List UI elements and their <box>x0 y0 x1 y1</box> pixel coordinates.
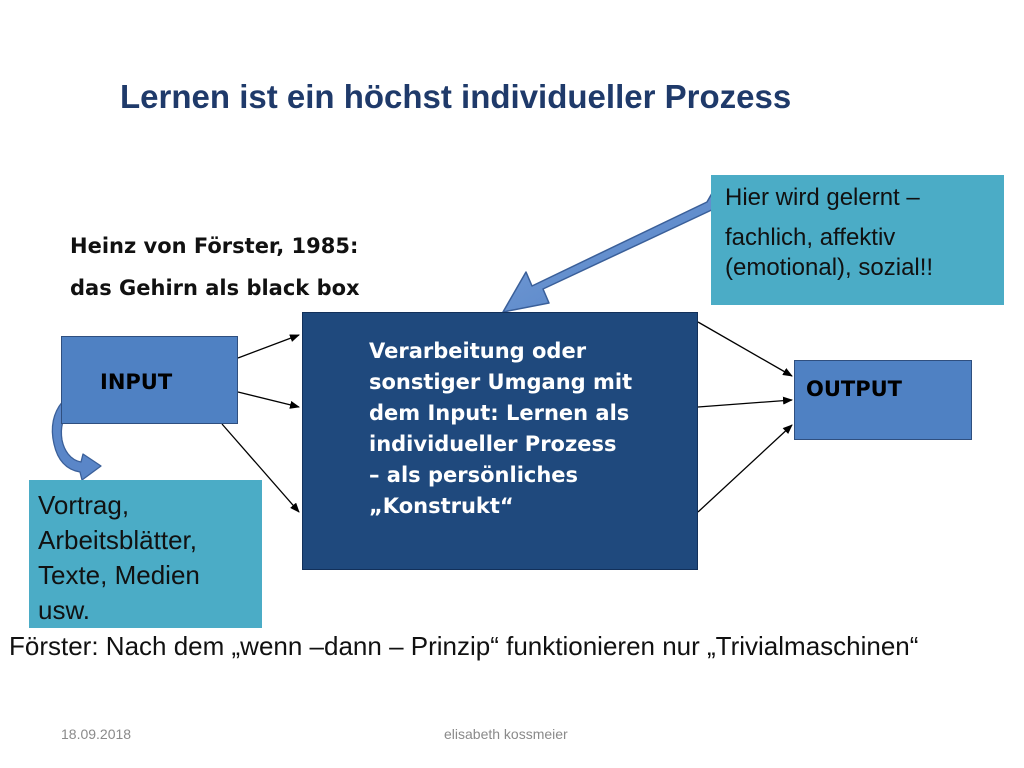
callout-input-materials <box>29 480 262 628</box>
block-arrow-callout-to-process <box>503 188 718 312</box>
process-description <box>369 336 679 522</box>
callout-bottom-line-1: Vortrag, <box>38 490 130 520</box>
footer-date: 18.09.2018 <box>61 726 132 742</box>
subtitle-author-year: Heinz von Förster, 1985: <box>70 234 359 258</box>
arrow-process-to-output-2 <box>698 400 792 407</box>
process-line-2: sonstiger Umgang mit <box>369 370 633 394</box>
slide-title: Lernen ist ein höchst individueller Prozess <box>120 78 792 115</box>
arrow-process-to-output-3 <box>698 425 792 512</box>
arrow-input-to-process-1 <box>238 335 299 358</box>
input-label: INPUT <box>100 370 173 394</box>
callout-learning-happens-here <box>711 175 1004 305</box>
process-line-1: Verarbeitung oder <box>369 339 587 363</box>
arrow-process-to-output-1 <box>698 322 792 376</box>
callout-top-line-2: fachlich, affektiv <box>725 224 896 251</box>
callout-bottom-line-4: usw. <box>38 595 91 625</box>
process-line-5: – als persönliches <box>369 463 579 487</box>
callout-bottom-line-2: Arbeitsblätter, <box>38 525 197 555</box>
output-label: OUTPUT <box>806 377 902 401</box>
process-line-4: individueller Prozess <box>369 432 617 456</box>
process-line-3: dem Input: Lernen als <box>369 401 630 425</box>
trivial-machine-statement: Förster: Nach dem „wenn –dann – Prinzip“ funktionieren nur „Trivialmaschinen“ <box>9 631 919 661</box>
subtitle-black-box: das Gehirn als black box <box>70 276 360 300</box>
callout-top-line-3: (emotional), sozial!! <box>725 254 934 281</box>
footer-author: elisabeth kossmeier <box>444 726 568 742</box>
callout-top-line-1: Hier wird gelernt – <box>725 184 920 211</box>
process-line-6: „Konstrukt“ <box>369 494 514 518</box>
callout-bottom-line-3: Texte, Medien <box>38 560 200 590</box>
arrow-input-to-process-2 <box>238 392 299 407</box>
